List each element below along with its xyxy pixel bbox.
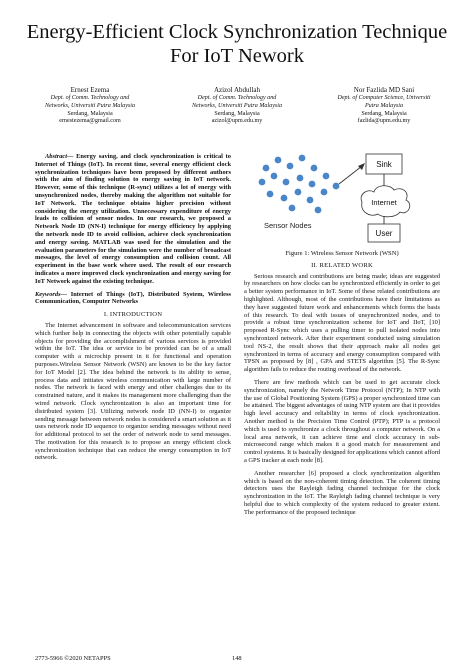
right-column [244, 146, 440, 522]
sensor-nodes-label: Sensor Nodes [264, 221, 312, 230]
wsn-diagram [244, 146, 440, 248]
author-2 [167, 86, 307, 126]
sink-label: Sink [376, 160, 392, 169]
author-email: ernestezema@gmail.com [59, 118, 121, 125]
wsn-figure [244, 146, 440, 248]
sensor-node [297, 175, 304, 182]
author-name: Nor Fazlida MD Sani [353, 86, 415, 94]
related-paragraph: Another researcher [6] proposed a clock synchronization algorithm which is based on the non-coherent timing detection. The coherent timing detectors uses the Rayleigh fading channel technique for the clock synchronization in the IoT. The Rayleigh fading channel technique is very helpful due to which complexity of the system reduced to greater extent. The performance of the proposed technique [244, 469, 440, 516]
author-block [20, 86, 454, 126]
author-city: Serdang, Malaysia [214, 110, 260, 117]
page-number: 148 [232, 655, 242, 662]
author-email: azizol@upm.edu.my [211, 118, 263, 125]
sensor-node [299, 155, 306, 162]
abstract [35, 153, 231, 286]
author-dept: Dept. of Comm. Technology and [50, 95, 130, 101]
author-1 [20, 86, 160, 126]
keywords-text: Internet of Things (IoT), Distributed System, Wireless Communication, Computer Networks [35, 290, 231, 306]
sensor-node [333, 183, 340, 190]
user-label: User [375, 229, 393, 238]
author-city: Serdang, Malaysia [361, 110, 407, 117]
author-city: Serdang, Malaysia [67, 110, 113, 117]
sensor-node-cluster [259, 155, 340, 214]
sensor-node [307, 197, 314, 204]
paper-title: Energy-Efficient Clock Synchronization Technique For IoT Nework [26, 21, 448, 67]
sensor-node [259, 179, 266, 186]
abstract-label: Abstract— [45, 153, 74, 160]
footer-issn: 2773-5966 ©2020 NETAPPS [35, 655, 111, 662]
sensor-node [287, 163, 294, 170]
sensor-node [309, 181, 316, 188]
author-dept: Dept. of Computer Science, Universiti [337, 95, 431, 101]
author-3 [314, 86, 454, 126]
related-paragraph: There are few methods which can be used to get accurate clock synchronization, namely the Network Time Protocol (NTP); In NTP with the use of Global Positioning System (GPS) a proper synchronized time can be attained. The biggest advantages of using NTP system are that it provides high level accuracy and reliability in terms of clock synchronization. Another method is the Precision Time Control (PTP); PTP is a protocol which is used to synchronize a clock throughout a computer network. On a local area network, it can achieve time and clock accuracy in sub-microsecond range which makes it a good match for measurement and control systems. It is basically designed for applications which cannot afford a GPS tracker at each node [8]. [244, 378, 440, 464]
author-inst: Networks, Universiti Putra Malaysia [191, 102, 283, 109]
author-dept: Dept. of Comm. Technology and [197, 95, 277, 101]
intro-paragraph: The Internet advancement in software and telecommunication services which further help in connecting the objects with other potentially capable objects for providing the accomplishment of various services is provided within the IoT. The idea or service to be provided can be of a small computer with a microchip present in it for functional and operation purposes.Wireless Sensor Network (WSN) are known to be the key factor for IoT Model [2]. The idea behind the network is its ability to sense, process data and initiates wireless communication with large number of nodes. The network is faced with energy and other challenges due to its constrained nature, and it makes its management more challenging than the wired network. Clock synchronization is also an important time for distributed system [3]. Utilizing network node ID (NN-I) to organize sending message between network nodes is considered a smart solution as it uses network node ID sequence to organize sending messages without need for additional protocol to set the order of network node to send messages. The motivation for this research is to propose an energy efficient clock synchronization technique that can reduce the energy consumption in IoT network. [35, 321, 231, 462]
author-name: Azizol Abdullah [213, 86, 261, 94]
sensor-node [267, 191, 274, 198]
keywords [35, 291, 231, 307]
author-inst: Networks, Universiti Putra Malaysia [44, 102, 136, 109]
keywords-label: Keywords— [35, 290, 67, 298]
link-nodes-sink [339, 166, 362, 184]
sensor-node [263, 165, 270, 172]
sensor-node [295, 189, 302, 196]
figure-caption: Figure 1: Wireless Sensor Network (WSN) [285, 250, 399, 257]
abstract-text: Energy saving, and clock synchronization is critical to Internet of Things (IoT). In recent time, several energy efficient clock synchronization techniques have been proposed by different authors with the aim of finding solution to energy saving in IoT network. However, some of this technique (R-sync) utilizes a lot of energy with unsynchronized nodes, thereby making the algorithm not suitable for IoT Network. The technique obtains higher precision without considering the energy utilization. Unnecessary expenditure of energy leads to collision of sensor nodes. In our research, we proposed a Network Node ID (NN-I) technique for energy efficiency by applying the network node ID to avoid collision, achieve clock synchronization and energy saving. MATLAB was used for the simulation and the evaluation parameters for the simulation were the number of broadcast messages, the level of energy consumption and collision count. All experiment in the base work where used. The result of our research indicates a more improved clock synchronization and energy saving for IoT Network against the existing technique. [35, 153, 231, 285]
author-name: Ernest Ezema [70, 86, 110, 94]
section-heading-related-work: II. RELATED WORK [311, 261, 373, 269]
sensor-node [275, 157, 282, 164]
author-inst: Putra Malaysia [364, 102, 404, 109]
sensor-node [271, 173, 278, 180]
arrowhead [358, 163, 365, 170]
author-email: fazlida@upm.edu.my [357, 118, 411, 125]
left-column [35, 153, 231, 467]
internet-label: Internet [371, 198, 397, 207]
sensor-node [321, 189, 328, 196]
sensor-node [323, 173, 330, 180]
sensor-node [311, 165, 318, 172]
sensor-node [315, 207, 322, 214]
section-heading-introduction: I. INTRODUCTION [103, 311, 163, 319]
related-paragraph: Serious research and contributions are being made; ideas are suggested by researchers on how clocks can be synchronized efficiently in order to get a better system performance in IoT. Some of these related contributions are highlighted. Although, most of the contributions have their limitations as they have suggested future work and enhancements which forms the basis of this research. To deal with issues of unsynchronized nodes, and to provide a robust time synchronization scheme for IoT and IIoT, [10] proposed R-Sync which uses a pulling timer to pull isolated nodes into synchronized network. After their experiment conducted using simulation tool NS-2, the result shows that their approach make all nodes get synchronized in terms of accuracy and energy consumption compared with TPSN as proposed by [8] , GPA and STETS algorithm [5]. The R-Sync algorithm fails to reduce the routing overhead of the network. [244, 272, 440, 374]
sensor-node [289, 205, 296, 212]
sensor-node [281, 195, 288, 202]
sensor-node [283, 179, 290, 186]
